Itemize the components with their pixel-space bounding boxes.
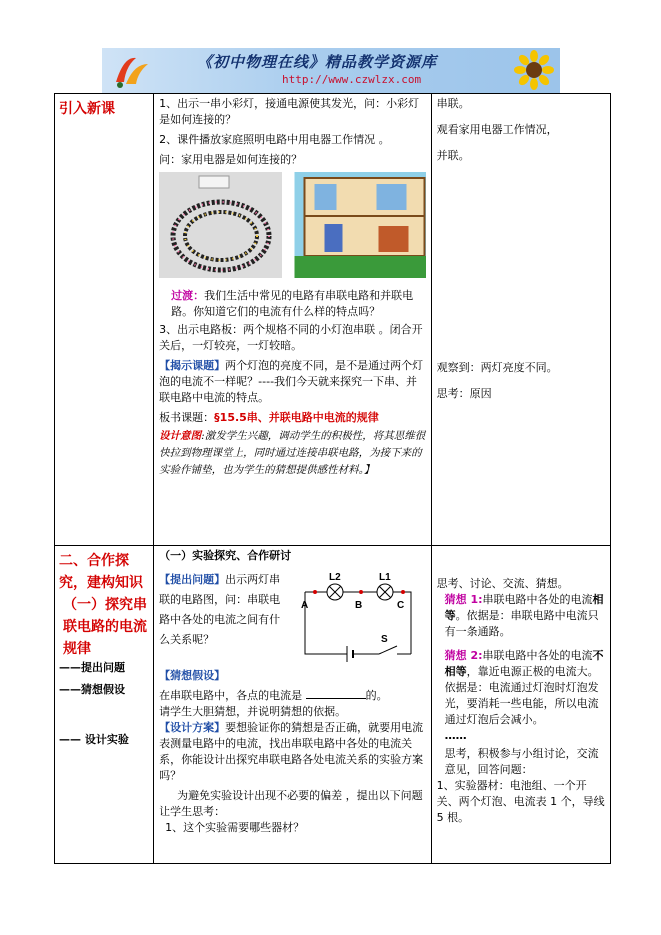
student-respond: 思考，积极参与小组讨论，交流意见，回答问题： (444, 747, 599, 776)
ask-question-label: 【提出问题】 (159, 573, 226, 586)
reveal-label: 【揭示课题】 (159, 359, 226, 372)
answer-equipment: 1、实验器材：电池组、一个开关、两个灯泡、电流表 1 个，导线 5 根。 (436, 779, 605, 824)
answer-think: 思考：原因 (436, 387, 492, 400)
lesson-table (54, 93, 611, 864)
guess-prefix: 在串联电路中，各点的电流是 (159, 689, 303, 702)
header-banner (102, 48, 560, 93)
guess-2-bold: 不相等 (444, 649, 604, 678)
label-l1: L1 (379, 572, 391, 583)
board-title: §15.5串、并联电路中电流的规律 (214, 411, 379, 424)
intro-step-2: 2、课件播放家庭照明电路中用电器工作情况 。 (159, 133, 390, 146)
answer-watch: 观看家用电器工作情况， (436, 123, 558, 136)
design-plan-label: 【设计方案】 (159, 721, 226, 734)
design-intent-text: :激发学生兴趣，调动学生的积极性，将其思维很快拉到物理课堂上，同时通过连接串联电路，为接下来的实验作铺垫，也为学生的猜想提供感性材料。】 (159, 430, 426, 476)
transition-para (159, 288, 427, 320)
reveal-text: 两个灯泡的亮度不同，是不是通过两个灯泡的电流不一样呢？----我们今天就来探究一下串、并联电路中电流的特点。 (159, 359, 424, 404)
ask-question-para (159, 570, 289, 662)
design-plan-text: 要想验证你的猜想是否正确，就要用电流表测量电路中的电流，找出串联电路中各处的电流关系，你能设计出探究串联电路各处电流关系的实验方案吗？ (159, 721, 424, 782)
avoid-bias-para: 为避免实验设计出现不必要的偏差 ，提出以下问题让学生思考： (159, 789, 423, 818)
house-illustration (286, 172, 426, 278)
sunflower-icon (514, 50, 554, 90)
guess-1-label: 猜想 1: (444, 593, 483, 606)
inquiry-heading: （一）实验探究、合作研讨 (159, 549, 292, 562)
label-l2: L2 (329, 572, 341, 583)
answer-observe: 观察到：两灯亮度不同。 (436, 361, 558, 374)
answer-series: 串联。 (436, 97, 470, 110)
row-inquiry (55, 546, 611, 864)
ask-question-text: 出示两灯串联的电路图，问：串联电路中各处的电流之间有什么关系呢？ (159, 573, 281, 646)
design-intent-label: 设计意图 (159, 430, 202, 442)
intro-question: 问：家用电器是如何连接的？ (159, 153, 303, 166)
transition-text: 我们生活中常见的电路有串联电路和并联电路。你知道它们的电流有什么样的特点吗？ (171, 289, 414, 318)
guess-2-text-a: 串联电路中各处的电流 (482, 649, 593, 662)
guess-1-bold: 相等 (444, 593, 604, 622)
board-title-para (159, 410, 427, 426)
section-title-intro: 引入新课 (59, 101, 115, 117)
guess-instruction: 请学生大胆猜想，并说明猜想的依据。 (159, 705, 347, 718)
guess-blank (306, 688, 366, 699)
question-equipment: 1、这个实验需要哪些器材？ (165, 821, 305, 834)
cell-teacher-activity-1 (154, 94, 431, 546)
row-introduction (55, 94, 611, 546)
guess-2-label: 猜想 2: (444, 649, 483, 662)
photo-row (159, 172, 427, 278)
cell-teacher-activity-2 (154, 546, 431, 864)
cell-student-activity-2 (431, 546, 610, 864)
guess-2-para (437, 648, 607, 728)
step-guess: ——猜想假设 (59, 683, 125, 696)
banner-url[interactable]: http://www.czwlzx.com (282, 73, 422, 86)
string-lights-photo (159, 172, 282, 278)
guess-1-para (437, 592, 607, 640)
guess-suffix: 的。 (365, 689, 388, 702)
board-prefix: 板书课题： (159, 411, 215, 424)
intro-step-3: 3、出示电路板：两个规格不同的小灯泡串联 。闭合开关后，一灯较亮，一灯较暗。 (159, 323, 423, 352)
label-c: C (397, 600, 405, 611)
step-design: —— 设计实验 (59, 733, 129, 746)
guess-1-text-b: 。依据是：串联电路中电流只有一条通路。 (444, 609, 599, 638)
design-intent-para (159, 428, 427, 479)
subsection-title: （一）探究串联电路的电流规律 (63, 597, 147, 657)
banner-title: 《初中物理在线》精品教学资源库 (197, 53, 438, 71)
guess-label: 【猜想假设】 (159, 669, 226, 682)
logo-icon (110, 52, 154, 90)
reveal-para (159, 358, 427, 406)
label-b: B (355, 600, 363, 611)
cell-section-1 (55, 94, 154, 546)
cell-student-activity-1 (431, 94, 610, 546)
label-a: A (301, 600, 309, 611)
student-discuss: 思考、讨论、交流、猜想。 (436, 577, 569, 590)
guess-1-text-a: 串联电路中各处的电流 (482, 593, 593, 606)
series-circuit-diagram (289, 570, 421, 662)
step-ask: ——提出问题 (59, 661, 125, 674)
answer-parallel: 并联。 (436, 149, 470, 162)
design-plan-para (159, 720, 427, 784)
ellipsis: …… (444, 729, 467, 742)
cell-section-2 (55, 546, 154, 864)
label-s: S (381, 634, 388, 645)
guess-para (159, 688, 427, 704)
section-title-inquiry: 二、合作探究，建构知识 (59, 553, 143, 591)
guess-2-text-b: ，靠近电源正极的电流大。依据是：电流通过灯泡时灯泡发光，要消耗一些电能，所以电流通过灯泡后会减小。 (444, 665, 599, 726)
transition-label: 过渡： (171, 289, 205, 302)
intro-step-1: 1、出示一串小彩灯，接通电源使其发光，问：小彩灯是如何连接的？ (159, 97, 420, 126)
